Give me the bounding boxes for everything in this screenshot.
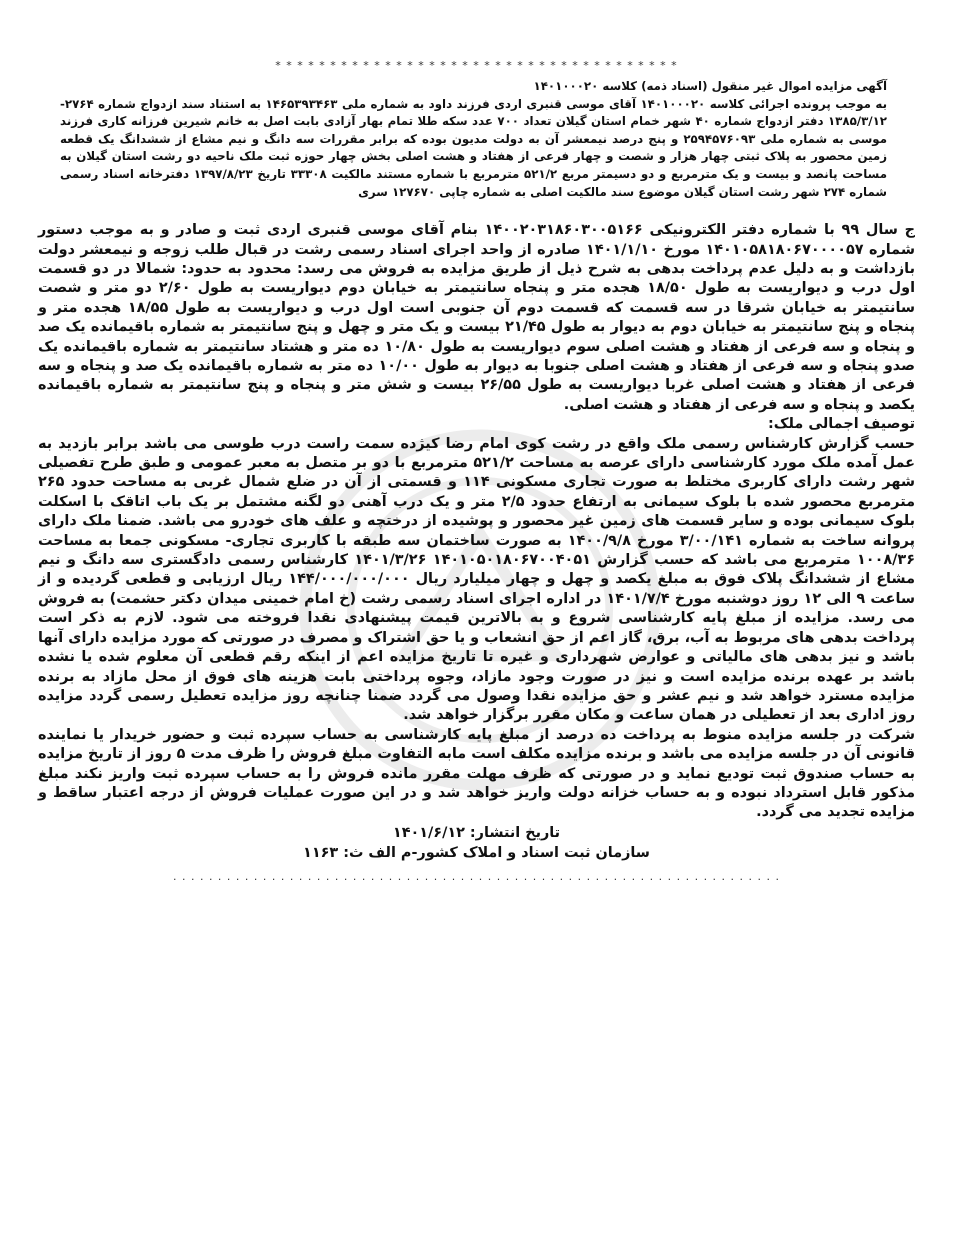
bottom-divider: . . . . . . . . . . . . . . . . . . . . . . . . . . . . . . . . . . . . . . . . . . . . . . . . . . . . . . . . . . . . . . . . . . . . [172, 869, 781, 883]
publisher-organization: سازمان ثبت اسناد و املاک کشور-م الف ث: ۱۱۶۳ [303, 844, 650, 861]
notice-header-text: به موجب پرونده اجرائی کلاسه ۱۴۰۱۰۰۰۲۰ آقای موسی قنبری اردی فرزند داود به شماره ملی ۱۴۶۵۳۹۳۴۶۳ به استناد سند ازدواج شماره ۲۷۶۴- ۱۳۸۵/۳/۱۲ دفتر ازدواج شماره ۴۰ شهر خمام استان گیلان تعداد ۷۰۰ عدد سکه طلا تمام بهار آزادی بابت اصل به خانم شیرین فرزانه کاری فرزند موسی به شماره ملی ۲۵۹۴۵۷۶۰۹۳ و پنج درصد نیمعشر آن به دولت مدیون بوده که برابر مقررات سه دانگ و نیم مشاع از ششدانگ یک قطعه زمین محصور به پلاک ثبتی چهار هزار و شصت و چهار فرعی از هفتاد و هشت اصلی بخش چهار حوزه ثبت ملک ناحیه دو رشت استان گیلان به مساحت پانصد و بیست و یک مترمربع و دو دسیمتر مربع ۵۲۱/۲ مترمربع با شماره مستند مالکیت ۳۳۳۰۸ تاریخ ۱۳۹۷/۸/۲۳ دفترخانه اسناد رسمی شماره ۲۷۴ شهر رشت استان گیلان موضوع سند مالکیت اصلی به شماره چاپی ۱۲۷۶۷۰ سری [60, 96, 887, 199]
notice-title: آگهی مزایده اموال غیر منقول (اسناد ذمه) کلاسه ۱۴۰۱۰۰۰۲۰ [533, 79, 887, 93]
notice-header [38, 78, 915, 201]
body-paragraph-conditions: شرکت در جلسه مزایده منوط به پرداخت ده درصد از مبلغ پایه کارشناسی به حساب سپرده ثبت و حضور خریدار یا نماینده قانونی آن در جلسه مزایده می باشد و برنده مزایده مکلف است مابه التفاوت مبلغ فروش را ظرف مدت ۵ روز از تاریخ مزایده به حساب صندوق ثبت تودیع نماید و در صورتی که ظرف مهلت مقرر مانده فروش را به حساب سپرده ثبت واریز نکند مبلغ مذکور قابل استرداد نبوده و به حساب خزانه دولت واریز خواهد شد و در این صورت عملیات فروش از درجه اعتبار ساقط و مزایده تجدید می گردد. [38, 726, 915, 821]
body-paragraph-boundaries: ج سال ۹۹ با شماره دفتر الکترونیکی ۱۴۰۰۲۰۳۱۸۶۰۳۰۰۵۱۶۶ بنام آقای موسی قنبری اردی ثبت و صادر و به موجب دستور شماره ۱۴۰۱۰۵۸۱۸۰۶۷۰۰۰۰۵۷ مورخ ۱۴۰۱/۱/۱۰ صادره از واحد اجرای اسناد رسمی رشت در قبال طلب زوجه و نیمعشر دولت بازداشت و به دلیل عدم پرداخت بدهی به شرح ذیل از طریق مزایده به فروش می رسد: محدود به حدود: شمالا در دو قسمت اول درب و دیواریست به طول ۱۸/۵۰ هجده متر و پنجاه سانتیمتر به خیابان دوم دیواریست به طول ۲/۶۰ دو متر و شصت سانتیمتر به خیابان شرقا در سه قسمت که قسمت دوم آن جنوبی است اول درب و دیواریست به طول ۱۸/۵۵ هجده متر و پنجاه و پنج سانتیمتر به خیابان دوم به دیوار به طول ۲۱/۴۵ بیست و یک متر و چهل و پنج سانتیمتر به شماره باقیمانده یک صد و پنجاه و سه فرعی از هفتاد و هشت اصلی سوم دیواریست به طول ۱۰/۸۰ ده متر و هشتاد سانتیمتر به شماره باقیمانده یک صدو پنجاه و سه فرعی از هفتاد و هشت اصلی جنوبا به دیوار به طول ۱۰/۰۰ ده متر به شماره باقیمانده یک صد و پنجاه و سه فرعی از هفتاد و هشت اصلی غربا دیواریست به طول ۲۶/۵۵ بیست و شش متر و پنجاه و پنج سانتیمتر به شماره باقیمانده یکصد و پنجاه و سه فرعی از هفتاد و هشت اصلی. [38, 222, 916, 413]
property-description-heading: توصیف اجمالی ملک: [768, 416, 915, 433]
body-paragraph-description: حسب گزارش کارشناس رسمی ملک واقع در رشت کوی امام رضا کیژده سمت راست درب طوسی می باشد برابر بازدید به عمل آمده ملک مورد کارشناسی دارای عرصه به مساحت ۵۲۱/۲ مترمربع با دو بر متصل به معبر عمومی و طبق طرح تفصیلی شهر رشت دارای کاربری مختلط به صورت تجاری مسکونی ۱۱۴ و قسمتی از آن در ضلع شمال غربی به مساحت حدود ۲۶۵ مترمربع محصور شده با بلوک سیمانی به ارتفاع حدود ۲/۵ متر و یک درب آهنی دو لگنه مشتمل بر یک باب اتاقک با اسکلت بلوک سیمانی بوده و سایر قسمت های زمین غیر محصور و پوشیده از درختچه و علف های خودرو می باشد. ضمنا ملک دارای پروانه ساخت به شماره ۳/۰۰/۱۴۱ مورخ ۱۴۰۰/۹/۸ به صورت ساختمان سه طبقه با کاربری تجاری- مسکونی جمعا به مساحت ۱۰۰۸/۳۶ مترمربع می باشد که حسب گزارش ۱۴۰۱۰۵۰۱۸۰۶۷۰۰۴۰۵۱ ۱۴۰۱/۳/۲۶ کارشناس رسمی دادگستری سه دانگ و نیم مشاع از ششدانگ پلاک فوق به مبلغ یکصد و چهل و چهار میلیارد ریال ۱۴۴/۰۰۰/۰۰۰/۰۰۰ ریال ارزیابی و قطعی گردیده و از ساعت ۹ الی ۱۲ روز دوشنبه مورخ ۱۴۰۱/۷/۴ در اداره اجرای اسناد رسمی رشت (خ امام خمینی میدان دکتر حشمت) به فروش می رسد. مزایده از مبلغ پایه کارشناسی شروع و به بالاترین قیمت پیشنهادی نقدا فروخته می شود. لازم به ذکر است پرداخت بدهی های مربوط به آب، برق، گاز اعم از حق انشعاب و یا حق اشتراک و مصرف در صورتی که مورد مزایده دارای آنها باشد و نیز بدهی های مالیاتی و عوارض شهرداری و غیره تا تاریخ مزایده اعم از اینکه رقم قطعی آن معلوم شده یا نشده باشد بر عهده برنده مزایده است و نیز در صورت وجود مازاد، وجوه پرداختی بابت هزینه های فوق از محل مازاد به برنده مزایده مسترد خواهد شد و نیم عشر و حق مزایده نقدا وصول می گردد ضمنا چنانچه روز مزایده تعطیل رسمی گردد مزایده روز اداری بعد از تعطیلی در همان ساعت و مکان مقرر برگزار خواهد شد. [38, 435, 915, 724]
publication-date: تاریخ انتشار: ۱۴۰۱/۶/۱۲ [392, 824, 561, 841]
notice-footer [38, 823, 915, 863]
top-divider: * * * * * * * * * * * * * * * * * * * * * * * * * * * * * * * * * * * * * [275, 59, 678, 72]
notice-body [38, 221, 915, 823]
